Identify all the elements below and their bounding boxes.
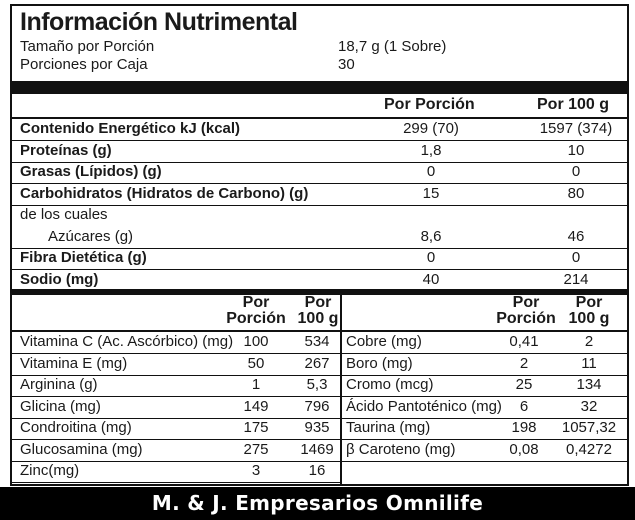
macro-per-100g-value: 10: [567, 141, 585, 159]
micro-per-serving-value: 2: [519, 354, 529, 372]
micro-per-100g-value: 796: [304, 397, 330, 415]
micro-per-serving-value: 25: [515, 376, 533, 393]
macro-per-serving-value: 8,6: [420, 227, 442, 245]
micro-label: Vitamina E (mg): [20, 354, 128, 372]
macro-label: Sodio (mg): [20, 270, 99, 288]
macro-per-100g-value: 46: [567, 227, 585, 245]
micro-per-serving-value: 1: [251, 376, 261, 393]
micro-per-100g-value: 32: [580, 397, 598, 415]
macro-label: Fibra Dietética (g): [20, 249, 147, 266]
header-per-100g: Por 100 g: [537, 96, 610, 113]
micro-label: Arginina (g): [20, 376, 98, 393]
micro-left-header-100g: Por 100 g: [297, 294, 339, 327]
macro-label: Proteínas (g): [20, 141, 112, 159]
macro-label: Contenido Energético kJ (kcal): [20, 120, 241, 137]
micro-left-header-serving: Por Porción: [226, 294, 286, 327]
micro-per-100g-value: 1469: [300, 440, 334, 458]
header-divider: [12, 117, 627, 119]
micro-per-100g-value: 267: [304, 354, 330, 372]
micro-per-100g-value: 935: [304, 419, 330, 436]
macro-label: Grasas (Lípidos) (g): [20, 163, 162, 180]
footer-banner: M. & J. Empresarios Omnilife: [0, 487, 635, 520]
serving-size-value: 18,7 g (1 Sobre): [338, 38, 447, 55]
macro-per-serving-value: 0: [426, 163, 436, 180]
thick-divider: [10, 81, 629, 94]
header-per-serving: Por Porción: [384, 96, 475, 113]
micro-label: Taurina (mg): [346, 419, 431, 436]
macro-per-100g-value: 80: [567, 184, 585, 202]
row-divider: [12, 482, 340, 483]
micro-right-header-serving: Por Porción: [496, 294, 556, 327]
row-divider: [342, 461, 627, 462]
macro-per-serving-value: 0: [426, 249, 436, 266]
micro-per-serving-value: 50: [247, 354, 265, 372]
macro-label: Carbohidratos (Hidratos de Carbono) (g): [20, 184, 309, 202]
macro-per-100g-value: 1597 (374): [539, 120, 613, 137]
micro-per-100g-value: 134: [576, 376, 602, 393]
macro-per-serving-value: 1,8: [420, 141, 442, 159]
micro-label: β Caroteno (mg): [346, 440, 456, 458]
macro-per-100g-value: 214: [563, 270, 589, 288]
micro-label: Cromo (mcg): [346, 376, 434, 393]
micro-per-100g-value: 534: [304, 333, 330, 350]
micro-per-serving-value: 275: [243, 440, 269, 458]
micro-per-serving-value: 198: [511, 419, 537, 436]
micro-per-100g-value: 1057,32: [561, 419, 617, 436]
micro-per-serving-value: 0,08: [509, 440, 539, 458]
macro-label: Azúcares (g): [48, 227, 134, 245]
micro-right-header-100g: Por 100 g: [568, 294, 610, 327]
serving-size-label: Tamaño por Porción: [20, 38, 155, 55]
macro-per-serving-value: 40: [422, 270, 440, 288]
micro-per-serving-value: 0,41: [509, 333, 539, 350]
micro-label: Boro (mg): [346, 354, 413, 372]
micro-per-serving-value: 3: [251, 462, 261, 479]
micro-label: Zinc(mg): [20, 462, 80, 479]
panel-title: Información Nutrimental: [20, 8, 298, 36]
micro-label: Condroitina (mg): [20, 419, 132, 436]
micro-per-serving-value: 6: [519, 397, 529, 415]
micro-per-serving-value: 149: [243, 397, 269, 415]
micro-per-100g-value: 16: [308, 462, 326, 479]
macro-label: de los cuales: [20, 206, 108, 223]
micro-header-divider: [12, 330, 627, 332]
macro-per-100g-value: 0: [571, 163, 581, 180]
micro-per-100g-value: 11: [581, 354, 597, 372]
servings-per-box-value: 30: [338, 56, 355, 73]
micro-per-100g-value: 2: [584, 333, 594, 350]
micro-per-serving-value: 175: [243, 419, 269, 436]
servings-per-box-label: Porciones por Caja: [20, 56, 148, 73]
column-separator: [340, 295, 342, 485]
micro-label: Vitamina C (Ac. Ascórbico) (mg): [20, 333, 234, 350]
micro-per-100g-value: 0,4272: [566, 440, 612, 458]
micro-label: Glicina (mg): [20, 397, 101, 415]
macro-per-100g-value: 0: [571, 249, 581, 266]
micro-per-serving-value: 100: [243, 333, 269, 350]
micro-label: Ácido Pantoténico (mg): [346, 397, 502, 415]
micro-label: Glucosamina (mg): [20, 440, 143, 458]
micro-label: Cobre (mg): [346, 333, 422, 350]
macro-per-serving-value: 15: [422, 184, 440, 202]
micro-per-100g-value: 5,3: [306, 376, 328, 393]
macro-per-serving-value: 299 (70): [403, 120, 459, 137]
